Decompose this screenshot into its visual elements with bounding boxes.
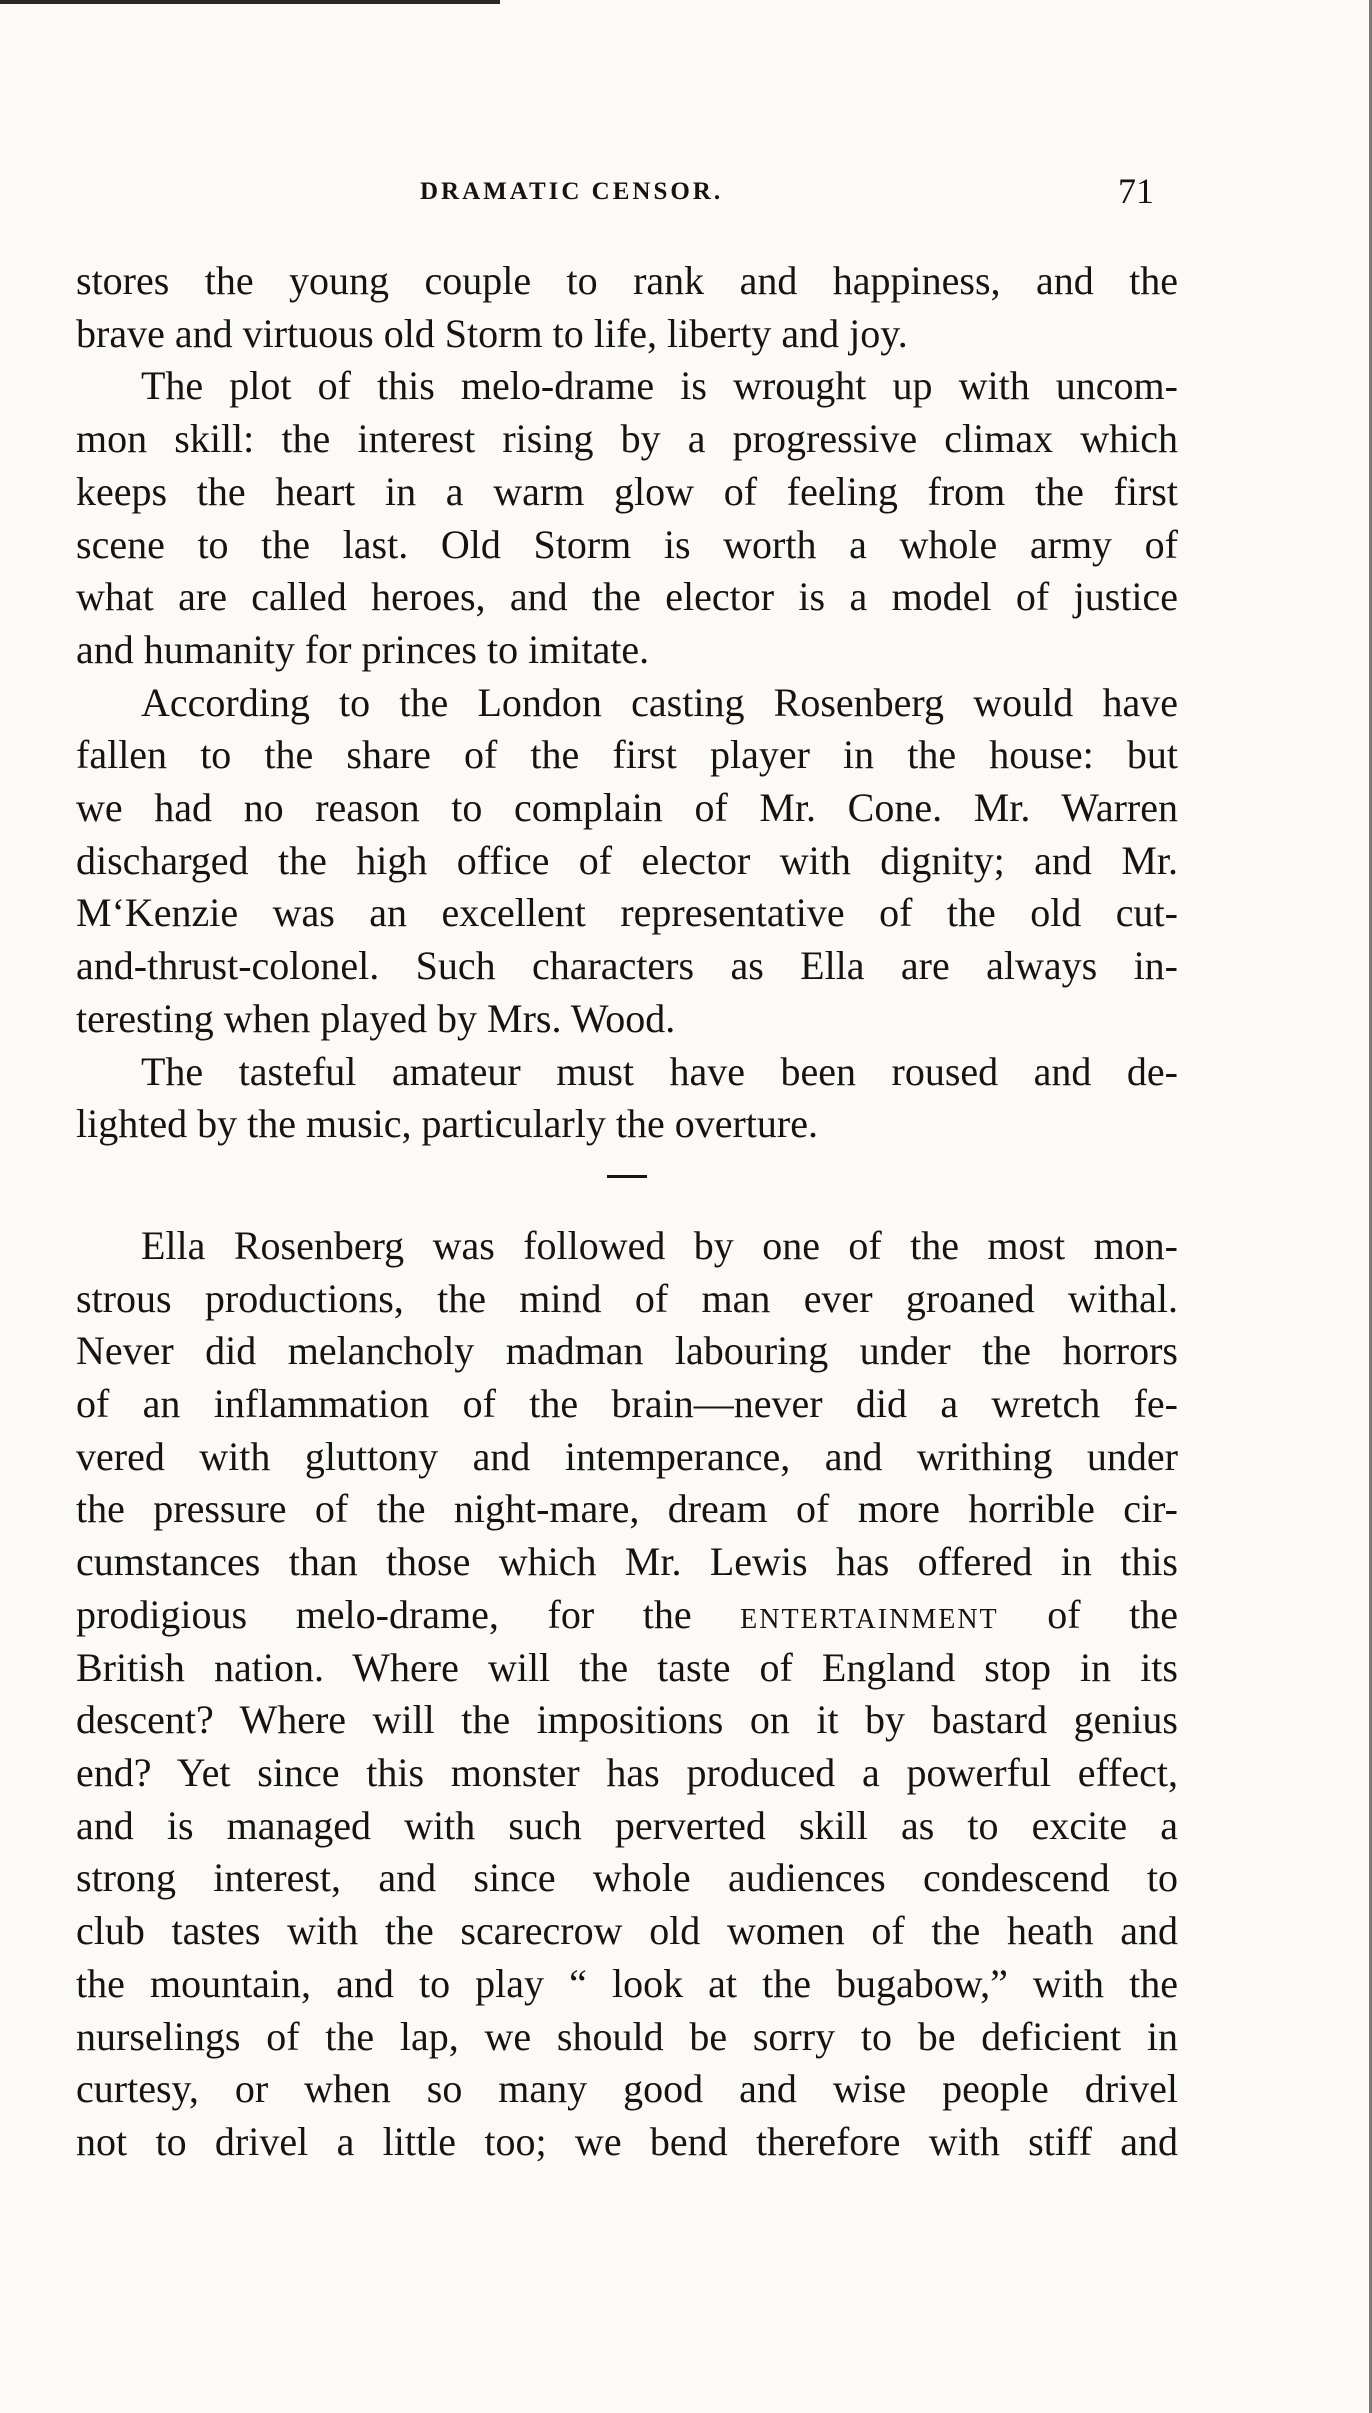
text-line: fallen to the share of the first player in the house: but bbox=[76, 732, 1178, 778]
paragraph-1 bbox=[76, 255, 1178, 360]
text-line: curtesy, or when so many good and wise people drivel bbox=[76, 2066, 1178, 2112]
text-segment: prodigious melo-drame, for the bbox=[76, 1591, 741, 1637]
text-line: and humanity for princes to imitate. bbox=[76, 626, 650, 672]
section-divider bbox=[607, 1175, 647, 1178]
paragraph-3 bbox=[76, 677, 1178, 1046]
text-segment: of the bbox=[998, 1591, 1178, 1637]
paragraph-4 bbox=[76, 1046, 1178, 1151]
text-line: strous productions, the mind of man ever groaned withal. bbox=[76, 1275, 1178, 1321]
text-line: The plot of this melo-drame is wrought up with uncom- bbox=[141, 363, 1178, 409]
text-line bbox=[76, 1589, 1178, 1642]
text-line: brave and virtuous old Storm to life, liberty and joy. bbox=[76, 310, 908, 356]
paragraph-2 bbox=[76, 360, 1178, 676]
text-line: we had no reason to complain of Mr. Cone. Mr. Warren bbox=[76, 785, 1178, 831]
text-line: nurselings of the lap, we should be sorry to be deficient in bbox=[76, 2013, 1178, 2059]
text-line: end? Yet since this monster has produced a powerful effect, bbox=[76, 1749, 1178, 1795]
text-line: club tastes with the scarecrow old women of the heath and bbox=[76, 1908, 1178, 1954]
text-line: British nation. Where will the taste of England stop in its bbox=[76, 1644, 1178, 1690]
text-line: The tasteful amateur must have been roused and de- bbox=[141, 1048, 1178, 1094]
paragraph-5 bbox=[76, 1220, 1178, 2169]
text-line: keeps the heart in a warm glow of feeling from the first bbox=[76, 468, 1178, 514]
page-number: 71 bbox=[1118, 171, 1154, 211]
small-caps-word: entertainment bbox=[740, 1591, 999, 1637]
top-edge-rule bbox=[0, 0, 500, 4]
text-line: vered with gluttony and intemperance, and writhing under bbox=[76, 1433, 1178, 1479]
text-line: strong interest, and since whole audiences condescend to bbox=[76, 1855, 1178, 1901]
text-line: cumstances than those which Mr. Lewis has offered in this bbox=[76, 1539, 1178, 1585]
text-line: the pressure of the night-mare, dream of more horrible cir- bbox=[76, 1486, 1178, 1532]
text-line: descent? Where will the impositions on it by bastard genius bbox=[76, 1697, 1178, 1743]
text-line: discharged the high office of elector with dignity; and Mr. bbox=[76, 837, 1178, 883]
text-line: Never did melancholy madman labouring under the horrors bbox=[76, 1328, 1178, 1374]
text-line: of an inflammation of the brain—never did a wretch fe- bbox=[76, 1381, 1178, 1427]
text-line: Ella Rosenberg was followed by one of the most mon- bbox=[141, 1222, 1178, 1268]
text-line: the mountain, and to play “ look at the bugabow,” with the bbox=[76, 1960, 1178, 2006]
text-line: not to drivel a little too; we bend therefore with stiff and bbox=[76, 2118, 1178, 2164]
text-line: stores the young couple to rank and happiness, and the bbox=[76, 258, 1178, 303]
text-line: teresting when played by Mrs. Wood. bbox=[76, 995, 676, 1041]
text-line: scene to the last. Old Storm is worth a whole army of bbox=[76, 521, 1178, 567]
text-line: and-thrust-colonel. Such characters as Ella are always in- bbox=[76, 943, 1178, 989]
text-line: what are called heroes, and the elector is a model of justice bbox=[76, 574, 1178, 620]
text-line: and is managed with such perverted skill as to excite a bbox=[76, 1802, 1178, 1848]
text-line: According to the London casting Rosenberg would have bbox=[141, 679, 1178, 725]
body-text bbox=[76, 255, 1178, 2169]
text-line: M‘Kenzie was an excellent representative of the old cut- bbox=[76, 890, 1178, 936]
text-line: lighted by the music, particularly the overture. bbox=[76, 1101, 818, 1147]
running-head: DRAMATIC CENSOR. bbox=[420, 178, 724, 205]
text-line: mon skill: the interest rising by a progressive climax which bbox=[76, 416, 1178, 462]
